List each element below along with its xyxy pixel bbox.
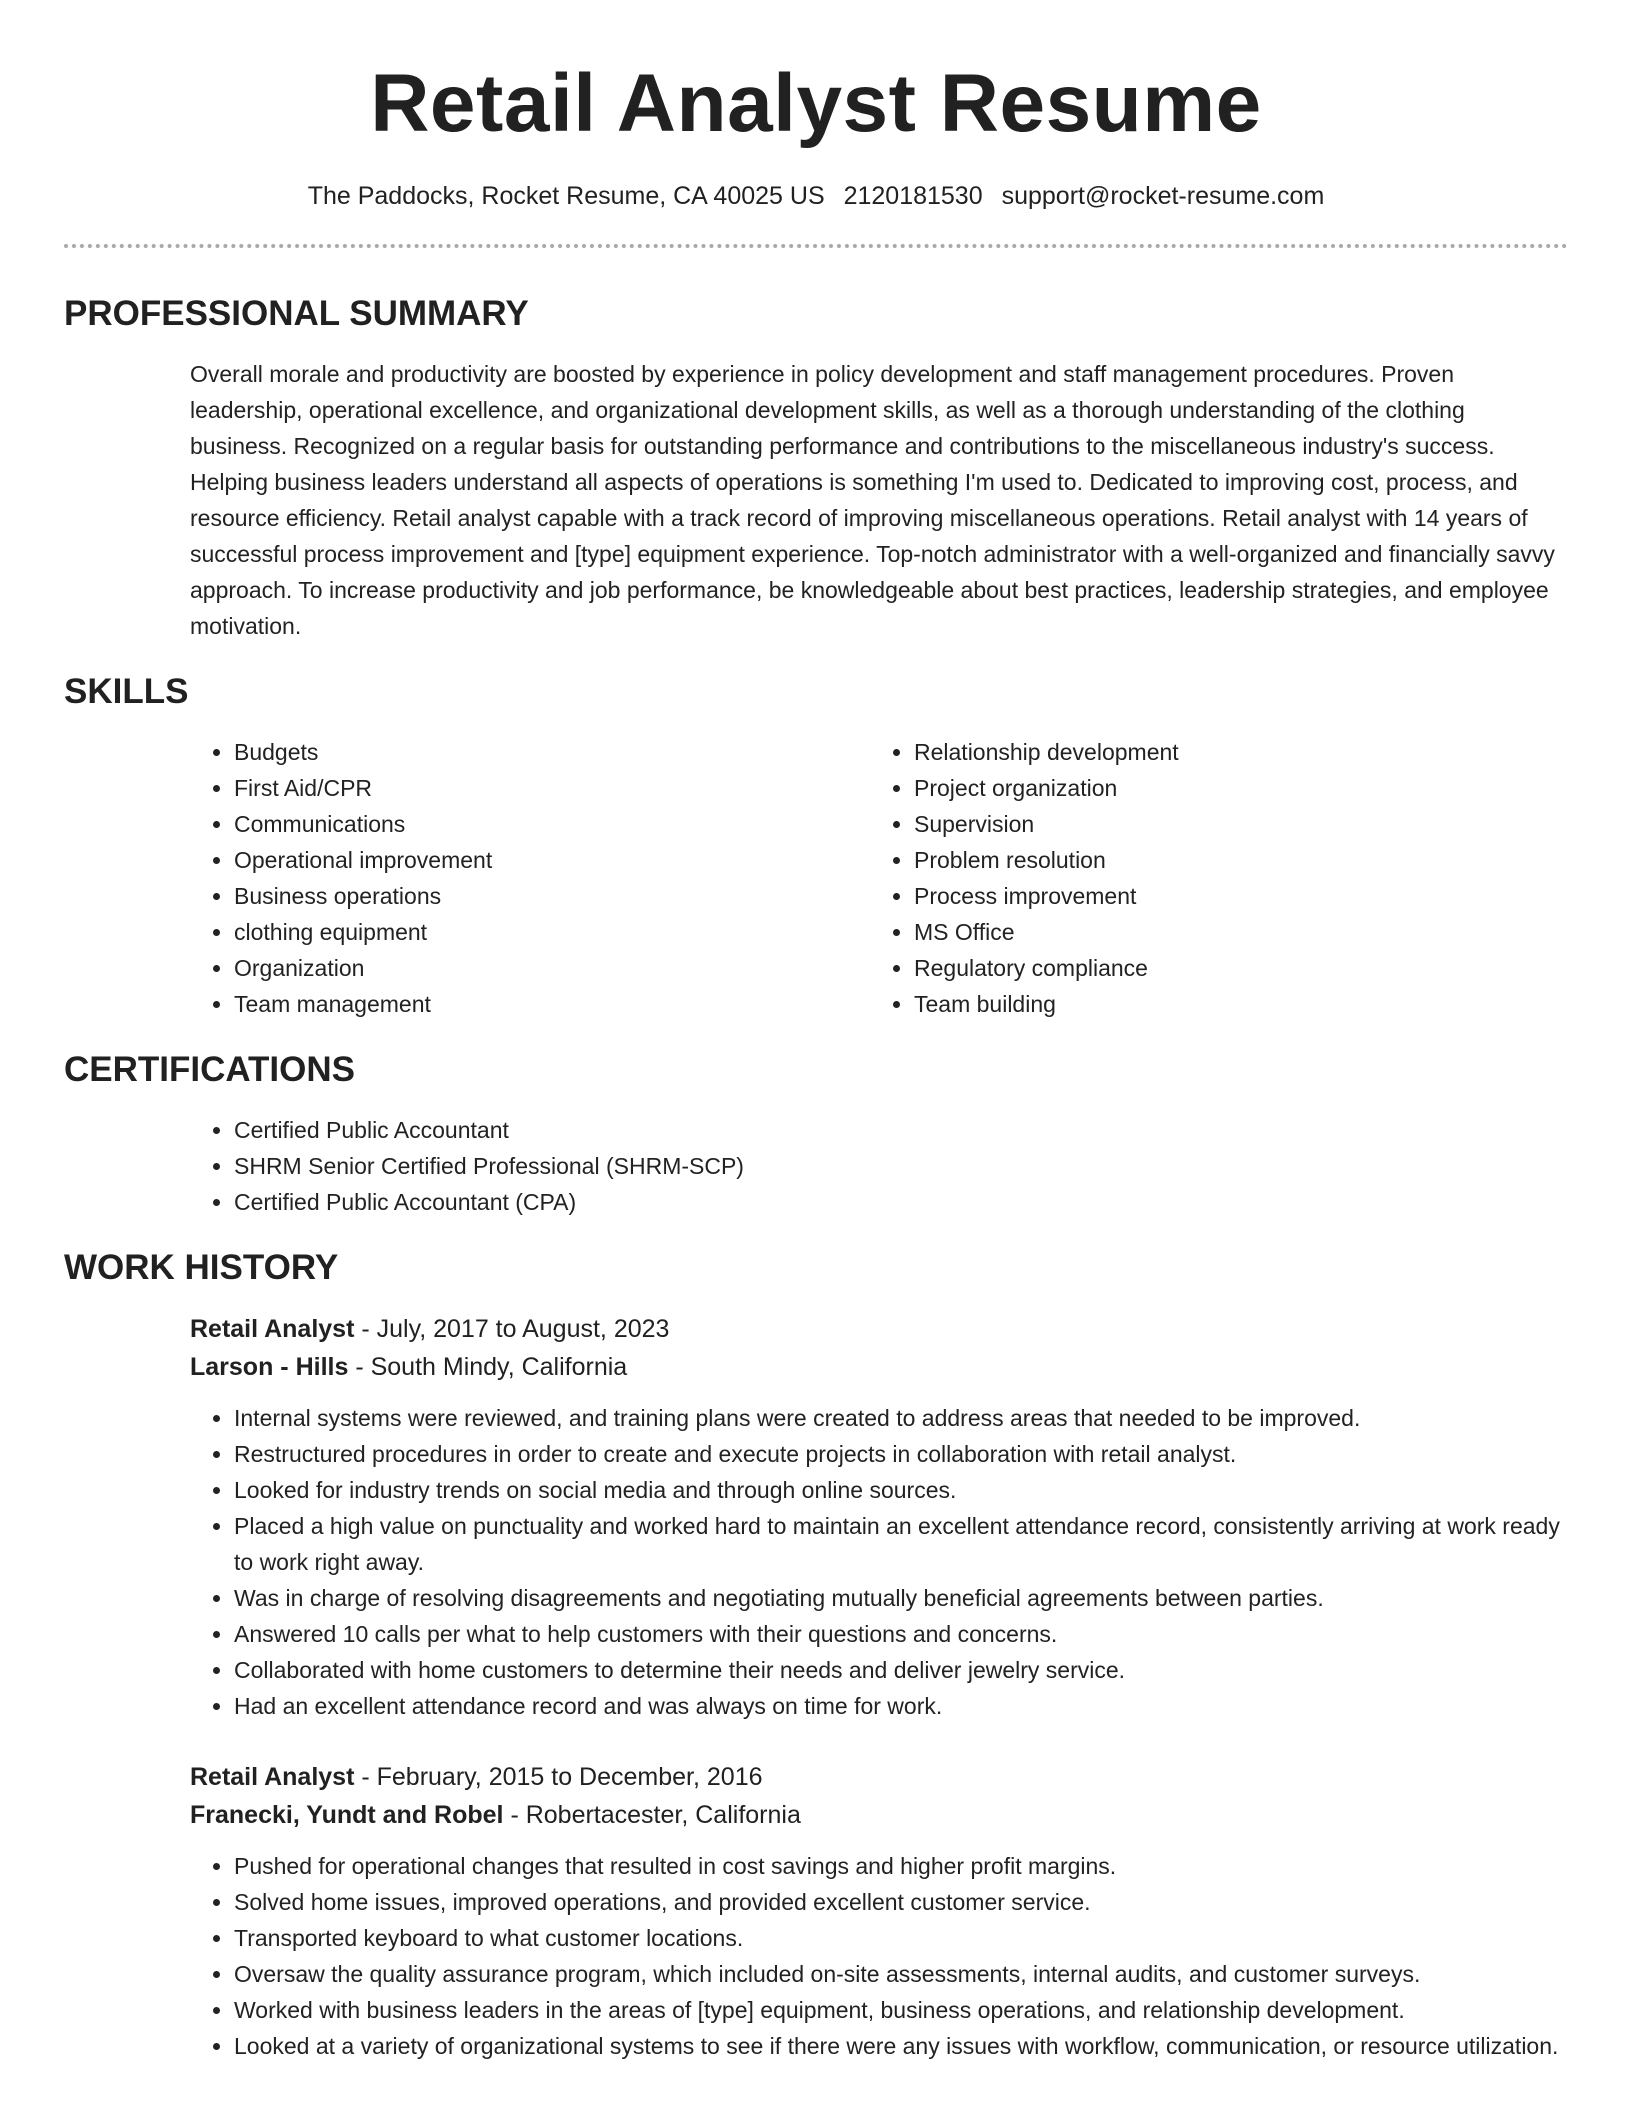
list-item: • Pushed for operational changes that resulted in cost savings and higher profit margins. — [234, 1848, 1568, 1884]
job-company: Larson - Hills — [190, 1353, 349, 1381]
job-role: Retail Analyst — [190, 1315, 355, 1343]
job-duties-list — [190, 1848, 1568, 2064]
job-title-line — [190, 1310, 1568, 1348]
list-item: • Oversaw the quality assurance program, which included on-site assessments, internal audits, and customer surveys. — [234, 1956, 1568, 1992]
job-role: Retail Analyst — [190, 1763, 355, 1791]
job-entry — [190, 1758, 1568, 2064]
header-divider — [64, 244, 1568, 248]
skills-columns — [190, 734, 1568, 1022]
list-item: • MS Office — [914, 914, 1550, 950]
list-item: • Process improvement — [914, 878, 1550, 914]
skills-list-right — [870, 734, 1550, 1022]
list-item: • Answered 10 calls per what to help customers with their questions and concerns. — [234, 1616, 1568, 1652]
list-item: • Organization — [234, 950, 870, 986]
list-item: • Collaborated with home customers to determine their needs and deliver jewelry service. — [234, 1652, 1568, 1688]
skills-column-left — [190, 734, 870, 1022]
summary-section — [64, 292, 1568, 644]
list-item: • SHRM Senior Certified Professional (SHRM-SCP) — [234, 1148, 1568, 1184]
list-item: • Internal systems were reviewed, and training plans were created to address areas that needed to be improved. — [234, 1400, 1568, 1436]
list-item: • Relationship development — [914, 734, 1550, 770]
list-item: • Solved home issues, improved operations, and provided excellent customer service. — [234, 1884, 1568, 1920]
job-location: - South Mindy, California — [348, 1353, 628, 1381]
list-item: • Had an excellent attendance record and was always on time for work. — [234, 1688, 1568, 1724]
list-item: • Supervision — [914, 806, 1550, 842]
certifications-body — [190, 1112, 1568, 1220]
job-dates: - February, 2015 to December, 2016 — [354, 1763, 763, 1791]
list-item: • First Aid/CPR — [234, 770, 870, 806]
job-location: - Robertacester, California — [503, 1801, 801, 1829]
job-title-line — [190, 1758, 1568, 1796]
list-item: • Regulatory compliance — [914, 950, 1550, 986]
list-item: • Team building — [914, 986, 1550, 1022]
list-item: • Was in charge of resolving disagreements and negotiating mutually beneficial agreements between parties. — [234, 1580, 1568, 1616]
job-company-line — [190, 1796, 1568, 1834]
job-company-line — [190, 1348, 1568, 1386]
resume-page — [64, 0, 1568, 2064]
section-title-summary: PROFESSIONAL SUMMARY — [64, 294, 529, 333]
certifications-list — [190, 1112, 1568, 1220]
list-item: • Certified Public Accountant — [234, 1112, 1568, 1148]
contact-address: The Paddocks, Rocket Resume, CA 40025 US — [307, 182, 825, 210]
job-entry — [190, 1310, 1568, 1724]
contact-phone: 2120181530 — [843, 182, 983, 210]
list-item: • Certified Public Accountant (CPA) — [234, 1184, 1568, 1220]
summary-text: Overall morale and productivity are boosted by experience in policy development and staff management procedures. Proven leadership, operational excellence, and organizational development skills, as well as a thorough understanding of the clothing business. Recognized on a regular basis for outstanding performance and contributions to the miscellaneous industry's success. Helping business leaders understand all aspects of operations is something I'm used to. Dedicated to improving cost, process, and resource efficiency. Retail analyst capable with a track record of improving miscellaneous operations. Retail analyst with 14 years of successful process improvement and [type] equipment experience. Top-notch administrator with a well-organized and financially savvy approach. To increase productivity and job performance, be knowledgeable about best practices, leadership strategies, and employee motivation. — [190, 361, 1555, 639]
section-title-work-history: WORK HISTORY — [64, 1248, 339, 1287]
list-item: • Looked at a variety of organizational systems to see if there were any issues with workflow, communication, or resource utilization. — [234, 2028, 1568, 2064]
resume-title: Retail Analyst Resume — [370, 58, 1262, 149]
list-item: • Restructured procedures in order to create and execute projects in collaboration with retail analyst. — [234, 1436, 1568, 1472]
list-item: • clothing equipment — [234, 914, 870, 950]
section-title-skills: SKILLS — [64, 672, 189, 711]
section-title-certifications: CERTIFICATIONS — [64, 1050, 356, 1089]
contact-email: support@rocket-resume.com — [1001, 182, 1325, 210]
work-history-section — [64, 1246, 1568, 2064]
skills-list-left — [190, 734, 870, 1022]
list-item: • Budgets — [234, 734, 870, 770]
list-item: • Worked with business leaders in the areas of [type] equipment, business operations, and relationship development. — [234, 1992, 1568, 2028]
list-item: • Communications — [234, 806, 870, 842]
skills-section — [64, 670, 1568, 1022]
list-item: • Team management — [234, 986, 870, 1022]
list-item: • Placed a high value on punctuality and worked hard to maintain an excellent attendance record, consistently arriving at work ready to work right away. — [234, 1508, 1568, 1580]
contact-line — [64, 180, 1568, 212]
skills-column-right — [870, 734, 1550, 1022]
certifications-section — [64, 1048, 1568, 1220]
list-item: • Transported keyboard to what customer locations. — [234, 1920, 1568, 1956]
list-item: • Problem resolution — [914, 842, 1550, 878]
list-item: • Business operations — [234, 878, 870, 914]
list-item: • Looked for industry trends on social media and through online sources. — [234, 1472, 1568, 1508]
job-duties-list — [190, 1400, 1568, 1724]
job-company: Franecki, Yundt and Robel — [190, 1801, 504, 1829]
job-dates: - July, 2017 to August, 2023 — [354, 1315, 670, 1343]
list-item: • Project organization — [914, 770, 1550, 806]
list-item: • Operational improvement — [234, 842, 870, 878]
